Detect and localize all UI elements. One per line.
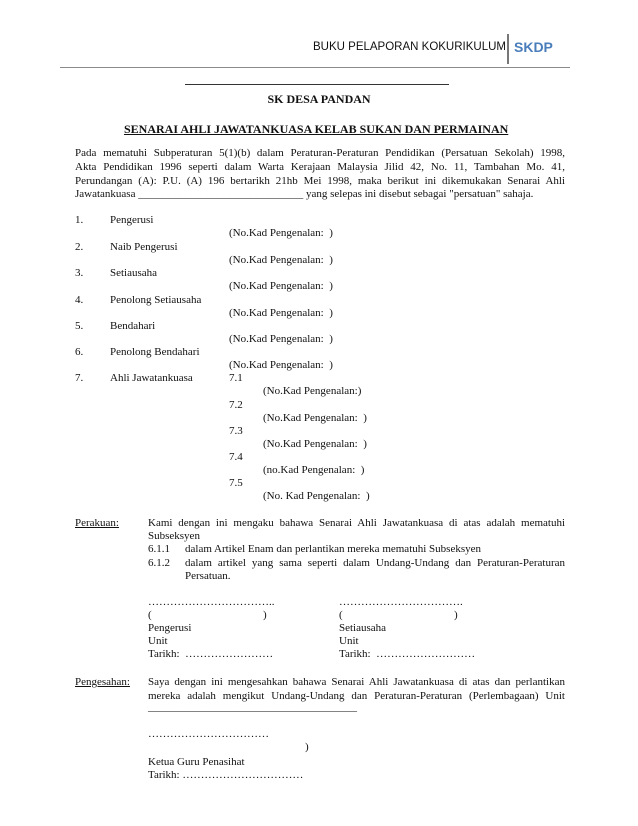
school-blank-line — [185, 84, 449, 85]
member-number: 4. — [75, 294, 84, 306]
intro-line-1: Pada mematuhi Subperaturan 5(1)(b) dalam Peraturan-Peraturan Pendidikan (Persatuan Sekolah) 1998, — [75, 147, 565, 159]
committee-number: 7. — [75, 372, 84, 384]
committee-entry-ic: (No. Kad Pengenalan: ) — [263, 490, 370, 502]
perakuan-item-text-continued: Persatuan. — [185, 570, 231, 582]
signature-paren-open: ( — [148, 609, 152, 621]
member-number: 5. — [75, 320, 84, 332]
signature-dots: ……………………………. — [339, 596, 463, 608]
intro-line-3: Perundangan (A): P.U. (A) 196 bertarikh 21hb Mei 1998, maka berikut ini dikemukakan Senarai Ahli — [75, 175, 565, 187]
pengesahan-line-1: Saya dengan ini mengesahkan bahawa Senarai Ahli Jawatankuasa di atas dan perlantikan — [148, 676, 565, 688]
committee-entry-number: 7.2 — [229, 399, 243, 411]
member-number: 3. — [75, 267, 84, 279]
member-role: Bendahari — [110, 320, 156, 332]
perakuan-item-text: dalam Artikel Enam dan perlantikan mereka mematuhi Subseksyen — [185, 543, 481, 555]
header-divider — [507, 34, 509, 64]
header-tag: SKDP — [514, 39, 553, 55]
member-ic: (No.Kad Pengenalan: ) — [229, 227, 333, 239]
pengesahan-role: Ketua Guru Penasihat — [148, 756, 245, 768]
committee-entry-number: 7.3 — [229, 425, 243, 437]
member-role: Penolong Setiausaha — [110, 294, 202, 306]
perakuan-line-1: Kami dengan ini mengaku bahawa Senarai Ahli Jawatankuasa di atas adalah mematuhi — [148, 517, 565, 529]
member-ic: (No.Kad Pengenalan: ) — [229, 280, 333, 292]
signature-paren-close: ) — [454, 609, 458, 621]
signature-paren-close: ) — [263, 609, 267, 621]
member-role: Penolong Bendahari — [110, 346, 200, 358]
pengesahan-paren-close: ) — [305, 741, 309, 753]
member-ic: (No.Kad Pengenalan: ) — [229, 307, 333, 319]
committee-entry-number: 7.4 — [229, 451, 243, 463]
member-number: 1. — [75, 214, 84, 226]
intro-line-2: Akta Pendidikan 1996 seperti dalam Warta Kerajaan Malaysia Jilid 42, No. 11, Tambahan Mo. 41, — [75, 161, 565, 173]
intro-line-4: Jawatankuasa ______________________________ yang selepas ini disebut sebagai "persatuan" sahaja. — [75, 188, 534, 200]
signature-dots: …………………………….. — [148, 596, 275, 608]
perakuan-item-number: 6.1.1 — [148, 543, 170, 555]
committee-entry-ic: (No.Kad Pengenalan:) — [263, 385, 362, 397]
member-role: Pengerusi — [110, 214, 154, 226]
member-ic: (No.Kad Pengenalan: ) — [229, 254, 333, 266]
committee-role: Ahli Jawatankuasa — [110, 372, 193, 384]
pengesahan-label: Pengesahan: — [75, 676, 130, 688]
signature-role: Setiausaha — [339, 622, 387, 634]
header-book-title: BUKU PELAPORAN KOKURIKULUM — [313, 41, 506, 53]
member-ic: (No.Kad Pengenalan: ) — [229, 359, 333, 371]
pengesahan-blank-line: ______________________________________ — [148, 701, 357, 713]
committee-entry-ic: (no.Kad Pengenalan: ) — [263, 464, 365, 476]
school-name: SK DESA PANDAN — [267, 92, 371, 106]
committee-entry-number: 7.5 — [229, 477, 243, 489]
signature-date: Tarikh: ……………………… — [339, 648, 476, 660]
document-title: SENARAI AHLI JAWATANKUASA KELAB SUKAN DAN PERMAINAN — [124, 122, 509, 136]
committee-entry-number: 7.1 — [229, 372, 243, 384]
signature-role: Pengerusi — [148, 622, 192, 634]
committee-entry-ic: (No.Kad Pengenalan: ) — [263, 412, 367, 424]
signature-paren-open: ( — [339, 609, 343, 621]
committee-entry-ic: (No.Kad Pengenalan: ) — [263, 438, 367, 450]
perakuan-item-number: 6.1.2 — [148, 557, 170, 569]
signature-unit: Unit — [339, 635, 359, 647]
header-rule — [60, 67, 570, 68]
member-number: 2. — [75, 241, 84, 253]
member-role: Naib Pengerusi — [110, 241, 178, 253]
signature-unit: Unit — [148, 635, 168, 647]
perakuan-line-2: Subseksyen — [148, 530, 200, 542]
member-ic: (No.Kad Pengenalan: ) — [229, 333, 333, 345]
signature-date: Tarikh: …………………… — [148, 648, 274, 660]
pengesahan-date: Tarikh: …………………………… — [148, 769, 304, 781]
member-number: 6. — [75, 346, 84, 358]
pengesahan-signature-dots: …………………………… — [148, 728, 269, 740]
pengesahan-line-2: mereka adalah mengikut Undang-Undang dan Peraturan-Peraturan (Perlembagaan) Unit — [148, 690, 565, 702]
member-role: Setiausaha — [110, 267, 158, 279]
perakuan-label: Perakuan: — [75, 517, 119, 529]
perakuan-item-text: dalam artikel yang sama seperti dalam Undang-Undang dan Peraturan-Peraturan — [185, 557, 565, 569]
